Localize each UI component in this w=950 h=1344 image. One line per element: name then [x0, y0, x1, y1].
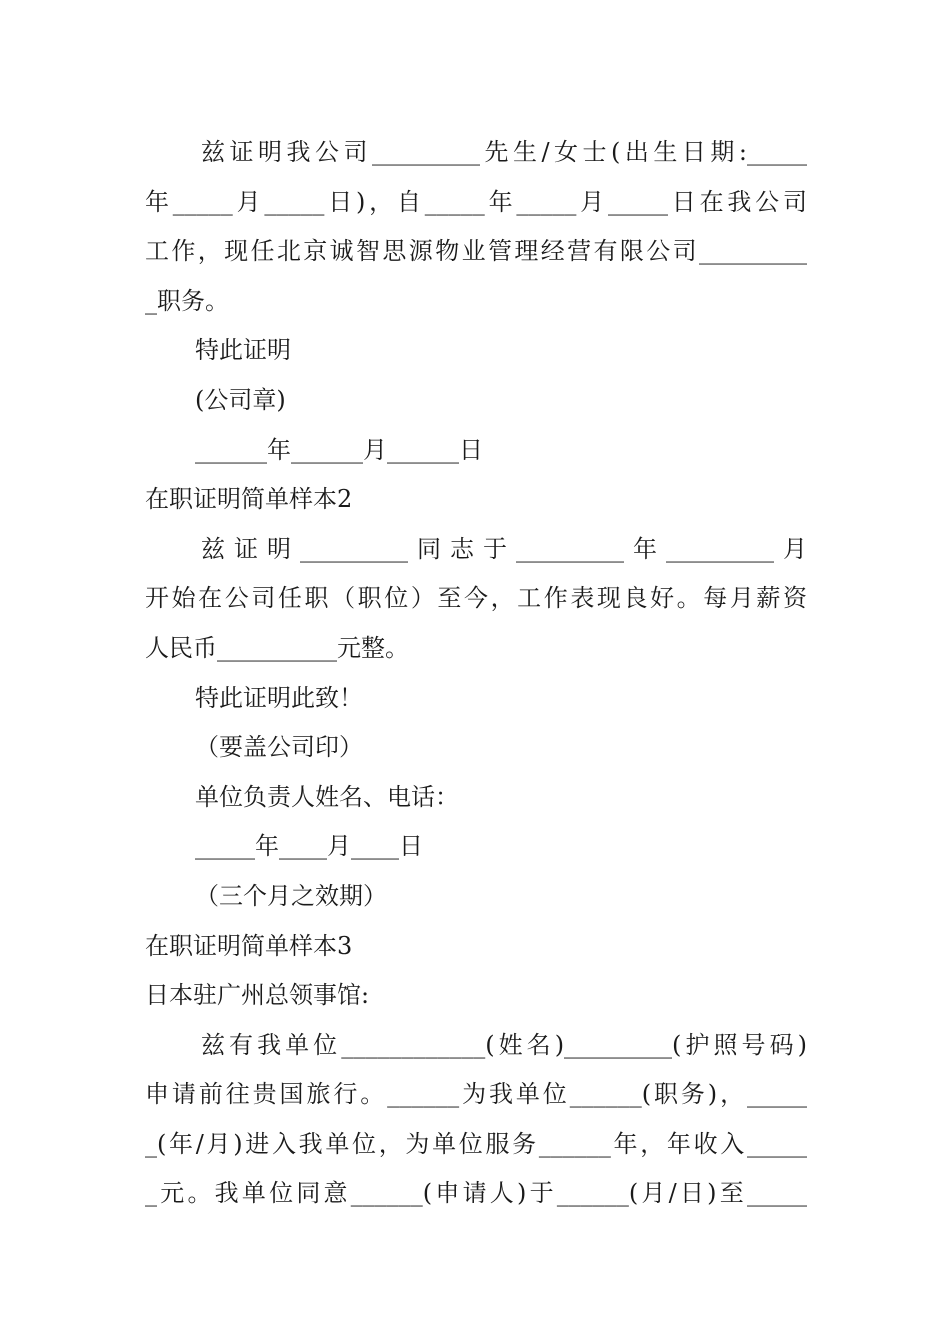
text-line: （要盖公司印） [195, 733, 363, 762]
text-line: ______年______月______日 [195, 435, 483, 464]
text-line: _元。我单位同意______(申请人)于______(月/日)至_____ [145, 1179, 807, 1208]
text-line: 日本驻广州总领事馆: [145, 981, 370, 1010]
document-body [145, 128, 807, 1219]
text-line: 工作，现任北京诚智思源物业管理经营有限公司_________ [145, 237, 807, 266]
text-line: (公司章) [195, 385, 286, 414]
text-line: 兹证明_________同志于_________年_________月 [201, 534, 807, 563]
text-line: _(年/月)进入我单位，为单位服务______年，年收入_____ [145, 1129, 807, 1158]
text-line: 特此证明 [195, 336, 291, 365]
document-page [145, 128, 807, 1219]
text-line: 特此证明此致！ [195, 683, 363, 712]
text-line: 在职证明简单样本2 [145, 485, 353, 514]
text-line: 兹有我单位____________(姓名)_________(护照号码) [201, 1030, 807, 1059]
text-line: 在职证明简单样本3 [145, 931, 353, 960]
text-line: 人民币__________元整。 [145, 633, 409, 662]
text-line: _职务。 [145, 286, 229, 315]
text-line: 申请前往贵国旅行。______为我单位______(职务)，_____ [145, 1080, 807, 1109]
text-line: _____年____月____日 [195, 832, 423, 861]
text-line: （三个月之效期） [195, 881, 387, 910]
text-line: 开始在公司任职（职位）至今，工作表现良好。每月薪资 [145, 584, 807, 613]
text-line: 兹证明我公司_________先生/女士(出生日期:_____ [201, 138, 807, 166]
text-line: 年_____月_____日)，自_____年_____月_____日在我公司 [145, 187, 807, 216]
text-line: 单位负责人姓名、电话： [195, 782, 459, 811]
